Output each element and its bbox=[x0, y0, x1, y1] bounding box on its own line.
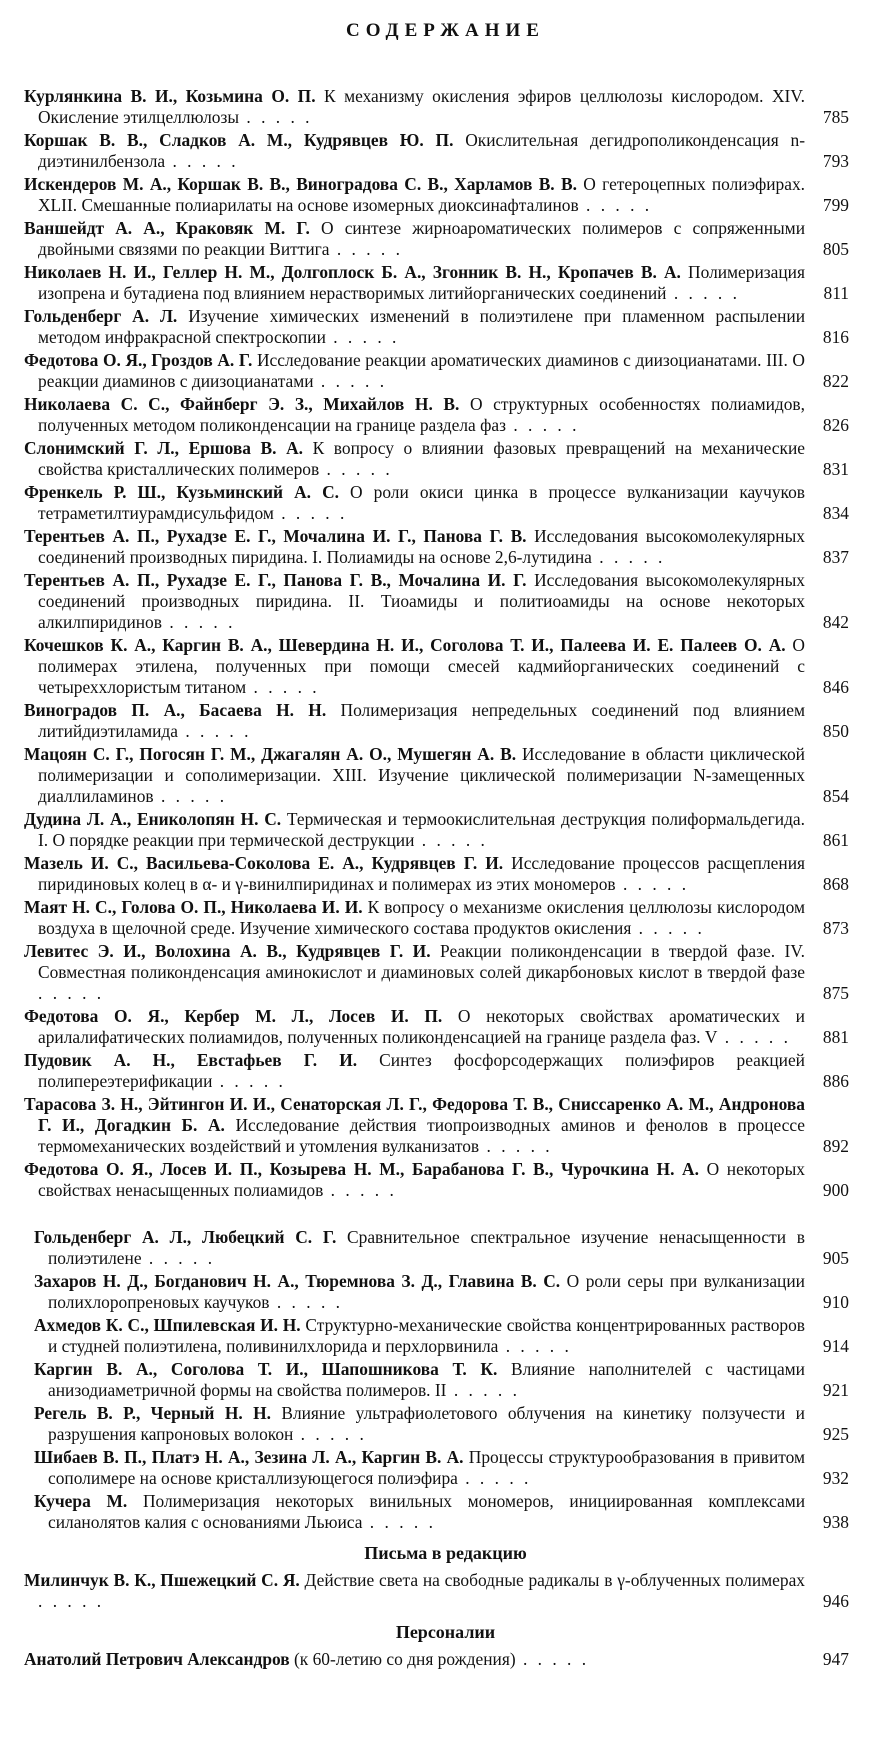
toc-entry bbox=[24, 438, 867, 480]
toc-entry-text bbox=[34, 1315, 805, 1357]
toc-entry bbox=[24, 306, 867, 348]
leader-dots: . . . . . bbox=[38, 1591, 105, 1611]
toc-entry-text bbox=[24, 897, 805, 939]
toc-entry bbox=[24, 853, 867, 895]
toc-entry-title: Влияние наполнителей с частицами анизодиаметричной формы на свойства полимеров. II bbox=[48, 1359, 805, 1400]
toc-entry-authors: Кочешков К. А., Каргин В. А., Шевердина Н. И., Соголова Т. И., Палеева И. Е. Палеев О. А. bbox=[24, 635, 786, 655]
toc-entry-authors: Тарасова З. Н., Эйтингон И. И., Сенаторская Л. Г., Федорова Т. В., Сниссаренко А. М., Андронова Г. И., Догадкин Б. А. bbox=[24, 1094, 805, 1135]
toc-entry-text bbox=[34, 1271, 805, 1313]
toc-entry-text bbox=[24, 809, 805, 851]
toc-entry-page-number: 822 bbox=[822, 371, 849, 391]
toc-entry-title: Исследования высокомолекулярных соединений производных пиридина. I. Полиамиды на основе 2,6-лутидина bbox=[38, 526, 805, 567]
toc-entry-authors: Гольденберг А. Л. bbox=[24, 306, 178, 326]
toc-entry-page-number: 826 bbox=[822, 415, 849, 435]
leader-dots: . . . . . bbox=[38, 983, 105, 1003]
leader-dots: . . . . . bbox=[293, 1424, 367, 1444]
toc-entry-authors: Кучера М. bbox=[34, 1491, 128, 1511]
toc-entry bbox=[24, 941, 867, 1004]
toc-entry-page-number: 850 bbox=[822, 721, 849, 741]
toc-entry-page-number: 925 bbox=[822, 1424, 849, 1444]
toc-entry bbox=[24, 1570, 867, 1612]
toc-entry bbox=[24, 482, 867, 524]
toc-entry-authors: Дудина Л. А., Ениколопян Н. С. bbox=[24, 809, 282, 829]
toc-entry-text bbox=[24, 635, 805, 698]
toc-entry-title: Термическая и термоокислительная деструкция полиформальдегида. I. О порядке реакции при термической деструкции bbox=[38, 809, 805, 850]
toc-entry-page-number: 938 bbox=[822, 1512, 849, 1532]
toc-entry-title: Полимеризация изопрена и бутадиена под влиянием нерастворимых литийорганических соединений bbox=[38, 262, 805, 303]
toc-entry bbox=[24, 1094, 867, 1157]
toc-entry-title: О некоторых свойствах ароматических и арилалифатических полиамидов, полученных поликонденсацией на границе раздела фаз. V bbox=[38, 1006, 805, 1047]
toc-entry-title: Исследование в области циклической полимеризации и сополимеризации. XIII. Изучение циклической полимеризации N-замещенных диаллиламинов bbox=[38, 744, 805, 806]
toc-entry-title: Исследование реакции ароматических диаминов с диизоцианатами. III. О реакции диаминов с диизоцианатами bbox=[38, 350, 805, 391]
toc-entry-text bbox=[24, 853, 805, 895]
toc-entry bbox=[24, 1315, 867, 1357]
toc-entry bbox=[24, 1159, 867, 1201]
toc-entry-title: Изучение химических изменений в полиэтилене при пламенном распылении методом инфракрасной спектроскопии bbox=[38, 306, 805, 347]
toc-entry-title: Исследование процессов расщепления пиридиновых колец в α- и γ-винилпиридинах и полимерах из этих мономеров bbox=[38, 853, 805, 894]
leader-dots: . . . . . bbox=[505, 415, 580, 435]
toc-entry bbox=[24, 809, 867, 851]
toc-entry bbox=[24, 1447, 867, 1489]
toc-entry-page-number: 881 bbox=[822, 1027, 849, 1047]
personalia-list bbox=[24, 1649, 867, 1670]
leader-dots: . . . . . bbox=[578, 195, 653, 215]
toc-entry-authors: Николаев Н. И., Геллер Н. М., Долгоплоск Б. А., Згонник В. Н., Кропачев В. А. bbox=[24, 262, 681, 282]
toc-entry-title: Синтез фосфорсодержащих полиэфиров реакцией полипереэтерификации bbox=[38, 1050, 805, 1091]
toc-entry bbox=[24, 1271, 867, 1313]
toc-entry-title: Действие света на свободные радикалы в γ-облученных полимерах bbox=[299, 1570, 806, 1590]
toc-entry-authors: Регель В. Р., Черный Н. Н. bbox=[34, 1403, 271, 1423]
leader-dots: . . . . . bbox=[313, 371, 388, 391]
toc-entry bbox=[24, 174, 867, 216]
toc-entry-text bbox=[34, 1447, 805, 1489]
section-gap bbox=[24, 1203, 867, 1227]
toc-entry-page-number: 785 bbox=[822, 107, 849, 127]
toc-entry-authors: Терентьев А. П., Рухадзе Е. Г., Панова Г. В., Мочалина И. Г. bbox=[24, 570, 527, 590]
toc-entry-title: Окислительная дегидрополиконденсация n-диэтинилбензола bbox=[38, 130, 805, 171]
toc-entry-title: Полимеризация некоторых винильных мономеров, инициированная комплексами силанолятов калия с основаниями Льюиса bbox=[48, 1491, 806, 1532]
leader-dots: . . . . . bbox=[414, 830, 488, 850]
toc-entry-text bbox=[24, 130, 805, 172]
leader-dots: . . . . . bbox=[591, 547, 666, 567]
toc-entry-authors: Федотова О. Я., Гроздов А. Г. bbox=[24, 350, 253, 370]
toc-entry-authors: Анатолий Петрович Александров bbox=[24, 1649, 290, 1669]
toc-entry bbox=[24, 635, 867, 698]
letters-list bbox=[24, 1570, 867, 1612]
toc-entry-page-number: 946 bbox=[822, 1591, 849, 1611]
toc-entry-title: К вопросу о механизме окисления целлюлозы кислородом воздуха в щелочной среде. Изучение химического состава продуктов окисления bbox=[38, 897, 805, 938]
toc-entry bbox=[24, 262, 867, 304]
toc-entry-text bbox=[24, 438, 805, 480]
letters-heading: Письма в редакцию bbox=[364, 1543, 527, 1563]
leader-dots: . . . . . bbox=[212, 1071, 286, 1091]
leader-dots: . . . . . bbox=[362, 1512, 436, 1532]
leader-dots: . . . . . bbox=[498, 1336, 572, 1356]
toc-entry-title: О гетероцепных полиэфирах. XLII. Смешанные полиарилаты на основе изомерных диоксинафталинов bbox=[38, 174, 806, 215]
toc-entry-authors: Мацоян С. Г., Погосян Г. М., Джагалян А. О., Мушегян А. В. bbox=[24, 744, 517, 764]
toc-entry-text bbox=[24, 350, 805, 392]
toc-entry-page-number: 886 bbox=[822, 1071, 849, 1091]
leader-dots: . . . . . bbox=[161, 612, 236, 632]
toc-entry-title: О роли окиси цинка в процессе вулканизации каучуков тетраметилтиурамдисульфидом bbox=[38, 482, 806, 523]
toc-entry-title: Структурно-механические свойства концентрированных растворов и студней полиэтилена, поливинилхлорида и перхлорвинила bbox=[48, 1315, 805, 1356]
toc-entry-title: О структурных особенностях полиамидов, полученных методом поликонденсации на границе раздела фаз bbox=[38, 394, 805, 435]
toc-entry-page-number: 842 bbox=[822, 612, 849, 632]
leader-dots: . . . . . bbox=[615, 874, 690, 894]
toc-entry bbox=[24, 744, 867, 807]
leader-dots: . . . . . bbox=[165, 151, 239, 171]
toc-entry-page-number: 921 bbox=[822, 1380, 849, 1400]
toc-entry-text bbox=[24, 1006, 805, 1048]
toc-entry-text bbox=[24, 1050, 805, 1092]
leader-dots: . . . . . bbox=[239, 107, 313, 127]
toc-entry-authors: Ахмедов К. С., Шпилевская И. Н. bbox=[34, 1315, 301, 1335]
toc-entry-text bbox=[24, 218, 805, 260]
leader-dots: . . . . . bbox=[269, 1292, 343, 1312]
toc-entry-page-number: 805 bbox=[822, 239, 849, 259]
toc-entry-authors: Слонимский Г. Л., Ершова В. А. bbox=[24, 438, 303, 458]
toc-entry-page-number: 793 bbox=[822, 151, 849, 171]
toc-entry-text bbox=[24, 262, 805, 304]
toc-entry-authors: Френкель Р. Ш., Кузьминский А. С. bbox=[24, 482, 339, 502]
leader-dots: . . . . . bbox=[329, 239, 403, 259]
toc-entry-authors: Захаров Н. Д., Богданович Н. А., Тюремнова З. Д., Главина В. С. bbox=[34, 1271, 561, 1291]
toc-entry-authors: Искендеров М. А., Коршак В. В., Виноградова С. В., Харламов В. В. bbox=[24, 174, 577, 194]
toc-entry-page-number: 811 bbox=[823, 283, 849, 303]
toc-entry bbox=[24, 218, 867, 260]
toc-entry-authors: Николаева С. С., Файнберг Э. З., Михайлов Н. В. bbox=[24, 394, 460, 414]
toc-entry-authors: Левитес Э. И., Волохина А. В., Кудрявцев Г. И. bbox=[24, 941, 431, 961]
toc-entry bbox=[24, 1050, 867, 1092]
leader-dots: . . . . . bbox=[631, 918, 705, 938]
leader-dots: . . . . . bbox=[246, 677, 320, 697]
toc-entry-title: О роли серы при вулканизации полихлоропреновых каучуков bbox=[48, 1271, 805, 1312]
toc-entry-title: О синтезе жирноароматических полимеров с сопряженными двойными связями по реакции Виттига bbox=[38, 218, 805, 259]
toc-entry bbox=[24, 350, 867, 392]
toc-entry-title: Процессы структурообразования в привитом сополимере на основе кристаллизующегося полиэфира bbox=[48, 1447, 805, 1488]
toc-entry-authors: Гольденберг А. Л., Любецкий С. Г. bbox=[34, 1227, 337, 1247]
toc-entry-title: К механизму окисления эфиров целлюлозы кислородом. XIV. Окисление этилцеллюлозы bbox=[38, 86, 805, 127]
toc-entry-title: К вопросу о влиянии фазовых превращений на механические свойства кристаллических полимеров bbox=[38, 438, 805, 479]
leader-dots: . . . . . bbox=[153, 786, 228, 806]
toc-entry-page-number: 873 bbox=[822, 918, 849, 938]
leader-dots: . . . . . bbox=[515, 1649, 590, 1669]
toc-entry-title: Исследование действия тиопроизводных аминов и фенолов в процессе термомеханических воздействий и утомления вулканизатов bbox=[38, 1115, 805, 1156]
leader-dots: . . . . . bbox=[319, 459, 393, 479]
toc-entry-page-number: 837 bbox=[822, 547, 849, 567]
toc-entry-text bbox=[24, 700, 805, 742]
toc-entry-page-number: 910 bbox=[822, 1292, 849, 1312]
leader-dots: . . . . . bbox=[273, 503, 348, 523]
toc-entry-text bbox=[24, 1570, 805, 1612]
toc-entry-page-number: 868 bbox=[822, 874, 849, 894]
leader-dots: . . . . . bbox=[457, 1468, 532, 1488]
toc-entry bbox=[24, 394, 867, 436]
toc-entry-page-number: 892 bbox=[822, 1136, 849, 1156]
toc-entry-page-number: 914 bbox=[822, 1336, 849, 1356]
toc-entry-title: Реакции поликонденсации в твердой фазе. IV. Совместная поликонденсация аминокислот и диаминовых солей дикарбоновых кислот в твердой фазе bbox=[38, 941, 805, 982]
toc-entry-text bbox=[24, 1159, 805, 1201]
toc-entry-authors: Пудовик А. Н., Евстафьев Г. И. bbox=[24, 1050, 358, 1070]
toc-entry-title: О некоторых свойствах ненасыщенных полиамидов bbox=[38, 1159, 805, 1200]
toc-entry-text bbox=[24, 1094, 805, 1157]
leader-dots: . . . . . bbox=[141, 1248, 216, 1268]
leader-dots: . . . . . bbox=[325, 327, 400, 347]
toc-entry-page-number: 900 bbox=[822, 1180, 849, 1200]
toc-entry-page-number: 831 bbox=[822, 459, 849, 479]
toc-entry bbox=[24, 1006, 867, 1048]
toc-entry-text bbox=[24, 526, 805, 568]
toc-entry-title: (к 60-летию со дня рождения) bbox=[289, 1649, 516, 1669]
toc-entry bbox=[24, 130, 867, 172]
toc-entry-page-number: 799 bbox=[822, 195, 849, 215]
toc-entry-authors: Курлянкина В. И., Козьмина О. П. bbox=[24, 86, 316, 106]
toc-entry-authors: Федотова О. Я., Кербер М. Л., Лосев И. П. bbox=[24, 1006, 443, 1026]
leader-dots: . . . . . bbox=[446, 1380, 520, 1400]
toc-entry-text bbox=[34, 1227, 805, 1269]
toc-entry-title: Влияние ультрафиолетового облучения на кинетику ползучести и разрушения капроновых волокон bbox=[48, 1403, 805, 1444]
toc-entry-text bbox=[34, 1491, 805, 1533]
toc-entry-text bbox=[24, 941, 805, 1004]
toc-entry-page-number: 816 bbox=[822, 327, 849, 347]
leader-dots: . . . . . bbox=[666, 283, 740, 303]
toc-entry bbox=[24, 1649, 867, 1670]
toc-entry bbox=[24, 570, 867, 633]
toc-entry-authors: Ваншейдт А. А., Краковяк М. Г. bbox=[24, 218, 310, 238]
toc-entry-text bbox=[34, 1359, 805, 1401]
leader-dots: . . . . . bbox=[717, 1027, 791, 1047]
toc-entry-title: Полимеризация непредельных соединений под влиянием литийдиэтиламида bbox=[38, 700, 805, 741]
toc-entry-page-number: 846 bbox=[822, 677, 849, 697]
page-title: СОДЕРЖАНИЕ bbox=[346, 20, 545, 41]
toc-entry bbox=[24, 1359, 867, 1401]
toc-entry-page-number: 947 bbox=[822, 1649, 849, 1669]
toc-entry-text bbox=[24, 1649, 805, 1670]
toc-entry-page-number: 854 bbox=[822, 786, 849, 806]
toc-entry-text bbox=[24, 174, 805, 216]
toc-entry bbox=[24, 700, 867, 742]
toc-entry-text bbox=[24, 86, 805, 128]
leader-dots: . . . . . bbox=[323, 1180, 397, 1200]
toc-entry-authors: Терентьев А. П., Рухадзе Е. Г., Мочалина И. Г., Панова Г. В. bbox=[24, 526, 527, 546]
toc-entry bbox=[24, 897, 867, 939]
toc-entry-text bbox=[24, 570, 805, 633]
toc-entry-authors: Каргин В. А., Соголова Т. И., Шапошникова Т. К. bbox=[34, 1359, 498, 1379]
toc-entry-page-number: 875 bbox=[822, 983, 849, 1003]
toc-entry-page-number: 834 bbox=[822, 503, 849, 523]
toc-entry-text bbox=[24, 482, 805, 524]
toc-entry-authors: Федотова О. Я., Лосев И. П., Козырева Н. М., Барабанова Г. В., Чурочкина Н. А. bbox=[24, 1159, 699, 1179]
toc-entry-page-number: 905 bbox=[822, 1248, 849, 1268]
toc-entry bbox=[24, 86, 867, 128]
toc-entry-authors: Виноградов П. А., Басаева Н. Н. bbox=[24, 700, 327, 720]
toc-entry-text bbox=[24, 744, 805, 807]
toc-entry-page-number: 932 bbox=[822, 1468, 849, 1488]
toc-entry bbox=[24, 1491, 867, 1533]
toc-entry-page-number: 861 bbox=[822, 830, 849, 850]
toc-entry-authors: Маят Н. С., Голова О. П., Николаева И. И. bbox=[24, 897, 363, 917]
leader-dots: . . . . . bbox=[479, 1136, 553, 1156]
leader-dots: . . . . . bbox=[178, 721, 252, 741]
contents-list-main bbox=[24, 86, 867, 1201]
toc-entry bbox=[24, 526, 867, 568]
personalia-heading: Персоналии bbox=[395, 1622, 496, 1642]
toc-entry-title: О полимерах этилена, полученных при помощи смесей кадмийорганических соединений с четыреххлористым титаном bbox=[38, 635, 805, 697]
toc-entry-authors: Мазель И. С., Васильева-Соколова Е. А., Кудрявцев Г. И. bbox=[24, 853, 504, 873]
toc-entry-text bbox=[24, 306, 805, 348]
toc-entry bbox=[24, 1227, 867, 1269]
toc-entry-text bbox=[34, 1403, 805, 1445]
toc-entry-title: Исследования высокомолекулярных соединений производных пиридина. II. Тиоамиды и политиоамиды на основе некоторых алкилпиридинов bbox=[38, 570, 805, 632]
toc-entry-authors: Шибаев В. П., Платэ Н. А., Зезина Л. А., Каргин В. А. bbox=[34, 1447, 464, 1467]
toc-entry bbox=[24, 1403, 867, 1445]
toc-entry-title: Сравнительное спектральное изучение ненасыщенности в полиэтилене bbox=[48, 1227, 805, 1268]
toc-entry-text bbox=[24, 394, 805, 436]
contents-list-secondary bbox=[24, 1227, 867, 1533]
toc-entry-authors: Коршак В. В., Сладков А. М., Кудрявцев Ю. П. bbox=[24, 130, 454, 150]
toc-entry-authors: Милинчук В. К., Пшежецкий С. Я. bbox=[24, 1570, 300, 1590]
